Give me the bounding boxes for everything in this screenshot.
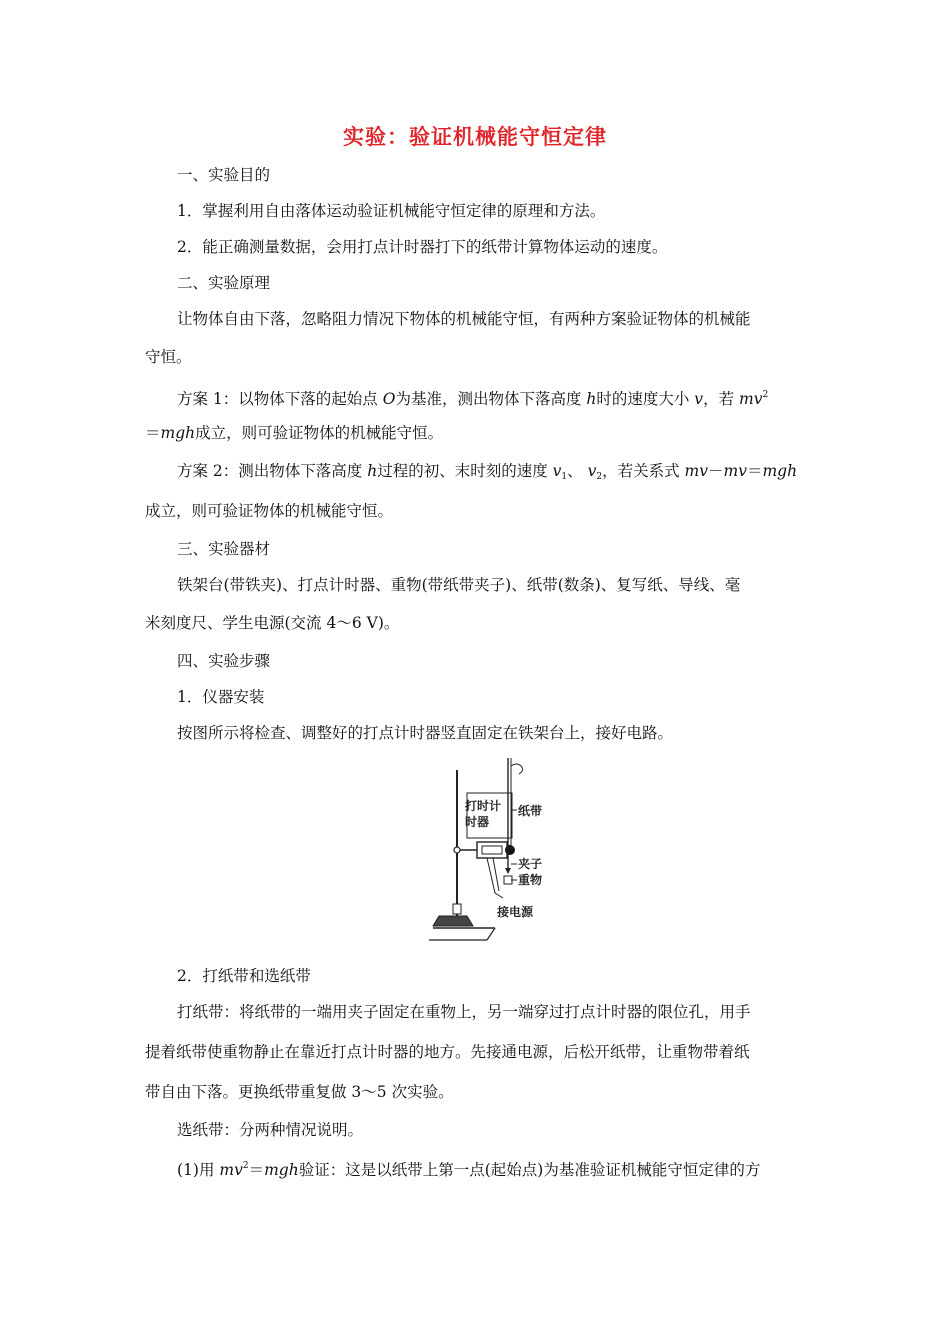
scheme-2-line-1 [177,461,847,487]
page-title: 实验：验证机械能守恒定律 [343,124,607,149]
math-var: mv [684,462,708,480]
superscript: 2 [762,390,769,400]
select-tape-case-1 [177,1156,847,1180]
subscript: 2 [596,472,603,482]
math-var: mgh [160,424,196,442]
text-run: 时的速度大小 [596,390,695,408]
stand-base [433,916,473,926]
text-run: ＝ [248,1161,265,1179]
purpose-item-2: 2．能正确测量数据，会用打点计时器打下的纸带计算物体运动的速度。 [177,238,668,256]
equipment-line-2: 米刻度尺、学生电源(交流 4～6 V)。 [145,614,400,632]
step-1-heading: 1．仪器安装 [177,688,265,706]
text-run: 为基准，测出物体下落高度 [395,390,587,408]
text-run: ＝ [145,424,161,442]
label-weight: 重物 [518,873,543,887]
timer-disk [505,845,515,855]
text-run: ＝ [746,462,763,480]
principle-paragraph-line-1: 让物体自由下落，忽略阻力情况下物体的机械能守恒，有两种方案验证物体的机械能 [177,310,751,328]
math-var: O [382,390,396,408]
step-2-heading: 2．打纸带和选纸带 [177,967,311,985]
apparatus-figure [425,758,555,943]
section-heading-principle: 二、实验原理 [177,274,271,292]
timer-window [482,846,502,854]
label-timer-1: 打时计 [465,799,502,813]
purpose-item-1: 1．掌握利用自由落体运动验证机械能守恒定律的原理和方法。 [177,202,606,220]
math-var: mv [723,462,747,480]
label-timer-2: 时器 [465,815,490,829]
section-heading-steps: 四、实验步骤 [177,652,271,670]
math-var: h [586,390,597,408]
label-tape: 纸带 [518,804,543,818]
scheme-1-line-2 [145,423,815,443]
power-wire [487,858,503,898]
text-run: ，若关系式 [602,462,685,480]
math-var: mgh [264,1161,299,1179]
math-var: v [587,462,597,480]
select-tape-intro: 选纸带：分两种情况说明。 [177,1121,364,1139]
principle-paragraph-line-2: 守恒。 [145,348,192,366]
text-run: 方案 2：测出物体下落高度 [177,462,368,480]
hand [511,764,523,774]
label-clip: 夹子 [518,857,543,871]
subscript: 1 [561,472,568,482]
text-run: 过程的初、末时刻的速度 [377,462,553,480]
clip [505,868,511,874]
clamp-knob [454,847,460,853]
math-var: v [552,462,562,480]
table-edge [487,928,495,940]
text-run: － [707,462,724,480]
math-var: mgh [762,462,798,480]
step-2-line-3: 带自由下落。更换纸带重复做 3～5 次实验。 [145,1083,454,1101]
step-2-line-1: 打纸带：将纸带的一端用夹子固定在重物上，另一端穿过打点计时器的限位孔，用手 [177,1003,751,1021]
math-var: v [694,390,704,408]
superscript: 2 [242,1161,249,1171]
scheme-1-line-1 [177,385,847,409]
weight [504,876,512,884]
math-var: h [367,462,378,480]
text-run: 、 [567,462,588,480]
math-var: mv [739,390,763,408]
text-run: ，若 [703,390,739,408]
weight-on-base [453,904,461,914]
scheme-2-line-2: 成立，则可验证物体的机械能守恒。 [145,502,394,520]
section-heading-equipment: 三、实验器材 [177,540,271,558]
text-run: 方案 1：以物体下落的起始点 [177,390,383,408]
step-2-line-2: 提着纸带使重物静止在靠近打点计时器的地方。先接通电源，后松开纸带，让重物带着纸 [145,1043,750,1061]
text-run: (1)用 [177,1161,220,1179]
equipment-line-1: 铁架台(带铁夹)、打点计时器、重物(带纸带夹子)、纸带(数条)、复写纸、导线、毫 [177,576,741,594]
text-run: 验证：这是以纸带上第一点(起始点)为基准验证机械能守恒定律的方 [298,1161,761,1179]
math-var: mv [219,1161,243,1179]
text-run: 成立，则可验证物体的机械能守恒。 [195,424,444,442]
section-heading-purpose: 一、实验目的 [177,166,271,184]
step-1-text: 按图所示将检查、调整好的打点计时器竖直固定在铁架台上，接好电路。 [177,724,674,742]
label-power: 接电源 [497,905,534,919]
